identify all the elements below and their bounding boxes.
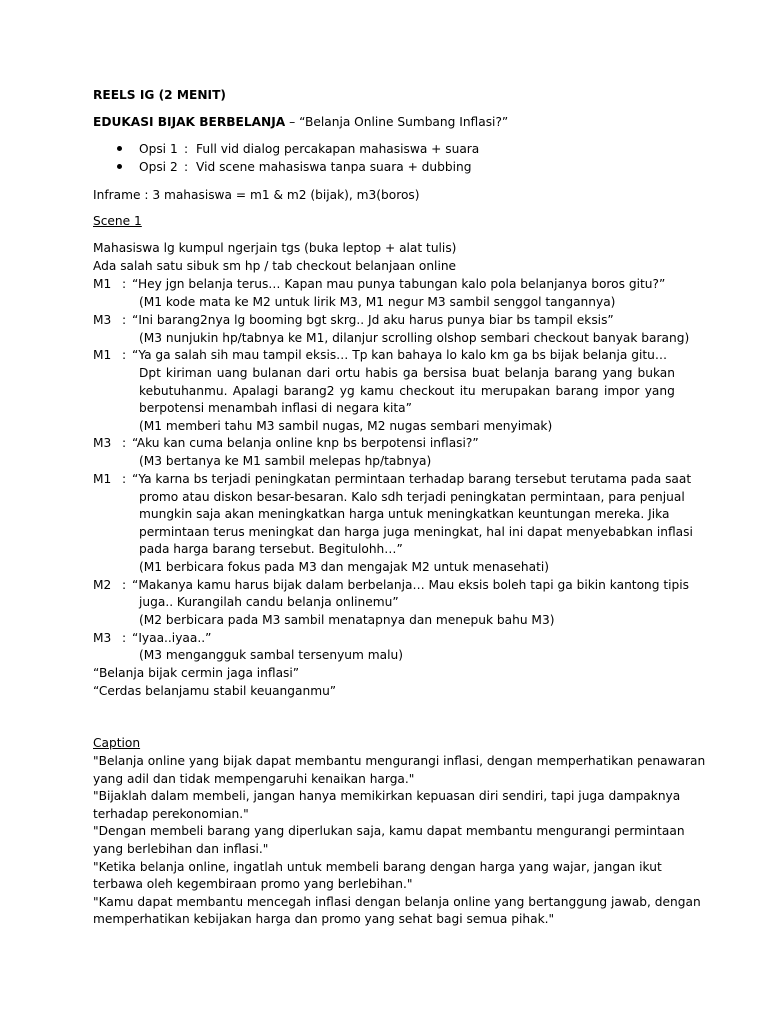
word: barang: [554, 366, 598, 380]
dialogue-line: “Makanya kamu harus bijak dalam berbelanja… Mau eksis boleh tapi ga bikin kantong tipis: [132, 578, 690, 592]
word: itu: [459, 384, 476, 398]
dialogue-continuation-justified: [139, 383, 675, 401]
caption-line: "Ketika belanja online, ingatlah untuk membeli barang dengan harga yang wajar, jangan ikut: [93, 860, 662, 874]
dialogue-continuation: berpotensi menambah inflasi di negara kita”: [139, 401, 412, 415]
bullet-icon: [117, 164, 122, 169]
dialogue-continuation: mungkin saja akan meningkatkan harga untuk meningkatkan keuntungan mereka. Jika: [139, 507, 670, 521]
stage-note: (M3 bertanya ke M1 sambil melepas hp/tabnya): [139, 454, 432, 468]
stage-note: (M1 kode mata ke M2 untuk lirik M3, M1 negur M3 sambil senggol tangannya): [139, 295, 616, 309]
caption-line: "Dengan membeli barang yang diperlukan saja, kamu dapat membantu mengurangi permintaan: [93, 824, 685, 838]
option-sep: :: [184, 160, 189, 174]
caption-line: "Belanja online yang bijak dapat membantu mengurangi inflasi, dengan memperhatikan penawaran: [93, 754, 706, 768]
caption-line: "Kamu dapat membantu mencegah inflasi dengan belanja online yang bertanggung jawab, dengan: [93, 895, 701, 909]
dialogue-continuation: promo atau diskon besar-besaran. Kalo sdh terjadi peningkatan permintaan, para penjual: [139, 490, 685, 504]
doc-subtitle: [93, 114, 508, 132]
dialogue-line: “Aku kan cuma belanja online knp bs berpotensi inflasi?”: [132, 436, 479, 450]
word: bulanan: [252, 366, 302, 380]
speaker-sep: :: [122, 436, 127, 450]
speaker-sep: :: [122, 578, 127, 592]
caption-line: yang berlebihan dan inflasi.": [93, 842, 269, 856]
option-label: Opsi 1: [139, 142, 178, 156]
subtitle-bold: EDUKASI BIJAK BERBELANJA: [93, 115, 286, 129]
word: belanja: [504, 366, 550, 380]
stage-note: (M1 memberi tahu M3 sambil nugas, M2 nugas sembari menyimak): [139, 419, 553, 433]
caption-line: "Bijaklah dalam membeli, jangan hanya memikirkan kepuasan diri sendiri, tapi juga dampaknya: [93, 789, 681, 803]
word: bersisa: [423, 366, 467, 380]
option-label: Opsi 2: [139, 160, 178, 174]
word: merupakan: [480, 384, 551, 398]
caption-line: terbawa oleh kegembiraan promo yang berlebihan.": [93, 877, 413, 891]
word: uang: [216, 366, 248, 380]
word: kiriman: [165, 366, 212, 380]
speaker-sep: :: [122, 472, 127, 486]
word: barang2: [283, 384, 335, 398]
inframe-line: Inframe : 3 mahasiswa = m1 & m2 (bijak), m3(boros): [93, 188, 420, 202]
word: yg: [339, 384, 355, 398]
speaker-label: M3: [93, 436, 112, 450]
doc-title: REELS IG (2 MENIT): [93, 88, 226, 102]
word: ga: [402, 366, 419, 380]
speaker-label: M1: [93, 472, 112, 486]
dialogue-line: “Ya karna bs terjadi peningkatan permintaan terhadap barang tersebut terutama pada saat: [132, 472, 692, 486]
dialogue-continuation-justified: [139, 365, 675, 383]
speaker-sep: :: [122, 277, 127, 291]
dialogue-line: “Hey jgn belanja terus… Kapan mau punya tabungan kalo pola belanjanya boros gitu?”: [132, 277, 666, 291]
scene-heading: Scene 1: [93, 214, 142, 228]
word: buat: [471, 366, 500, 380]
caption-line: yang adil dan tidak mempengaruhi kenaikan harga.": [93, 772, 415, 786]
word: kebutuhanmu.: [139, 384, 228, 398]
word: yang: [644, 384, 675, 398]
dialogue-continuation: permintaan terus meningkat dan harga juga meningkat, hal ini dapat menyebabkan inflasi: [139, 525, 693, 539]
bullet-icon: [117, 146, 122, 151]
stage-note: (M1 berbicara fokus pada M3 dan mengajak M2 untuk menasehati): [139, 560, 550, 574]
scene-intro-line: Ada salah satu sibuk sm hp / tab checkout belanjaan online: [93, 259, 457, 273]
caption-line: memperhatikan kebijakan harga dan promo yang sehat bagi semua pihak.": [93, 912, 555, 926]
word: checkout: [399, 384, 455, 398]
option-text: Full vid dialog percakapan mahasiswa + suara: [196, 142, 480, 156]
word: habis: [365, 366, 398, 380]
word: impor: [603, 384, 640, 398]
word: Apalagi: [232, 384, 279, 398]
dialogue-continuation: juga.. Kurangilah candu belanja onlinemu”: [139, 595, 399, 609]
scene-intro-line: Mahasiswa lg kumpul ngerjain tgs (buka leptop + alat tulis): [93, 241, 457, 255]
word: barang: [555, 384, 599, 398]
dialogue-continuation: pada harga barang tersebut. Begitulohh…”: [139, 542, 403, 556]
word: ortu: [335, 366, 361, 380]
word: dari: [306, 366, 331, 380]
speaker-label: M1: [93, 348, 112, 362]
dialogue-line: “Iyaa..iyaa..”: [132, 631, 212, 645]
word: kamu: [360, 384, 394, 398]
closing-tagline: “Belanja bijak cermin jaga inflasi”: [93, 666, 300, 680]
stage-note: (M3 mengangguk sambal tersenyum malu): [139, 648, 403, 662]
dialogue-line: “Ini barang2nya lg booming bgt skrg.. Jd aku harus punya biar bs tampil eksis”: [132, 313, 614, 327]
option-text: Vid scene mahasiswa tanpa suara + dubbing: [196, 160, 472, 174]
caption-line: terhadap perekonomian.": [93, 807, 249, 821]
speaker-label: M3: [93, 631, 112, 645]
closing-tagline: “Cerdas belanjamu stabil keuanganmu”: [93, 684, 337, 698]
word: Dpt: [139, 366, 161, 380]
word: yang: [602, 366, 633, 380]
stage-note: (M2 berbicara pada M3 sambil menatapnya dan menepuk bahu M3): [139, 613, 555, 627]
speaker-sep: :: [122, 313, 127, 327]
dialogue-line: “Ya ga salah sih mau tampil eksis… Tp kan bahaya lo kalo km ga bs bijak belanja gitu…: [132, 348, 668, 362]
subtitle-rest: – “Belanja Online Sumbang Inflasi?”: [285, 115, 509, 129]
speaker-label: M1: [93, 277, 112, 291]
caption-heading: Caption: [93, 736, 141, 750]
word: bukan: [637, 366, 675, 380]
stage-note: (M3 nunjukin hp/tabnya ke M1, dilanjur scrolling olshop sembari checkout banyak barang): [139, 331, 690, 345]
speaker-label: M2: [93, 578, 112, 592]
speaker-label: M3: [93, 313, 112, 327]
option-sep: :: [184, 142, 189, 156]
speaker-sep: :: [122, 348, 127, 362]
speaker-sep: :: [122, 631, 127, 645]
